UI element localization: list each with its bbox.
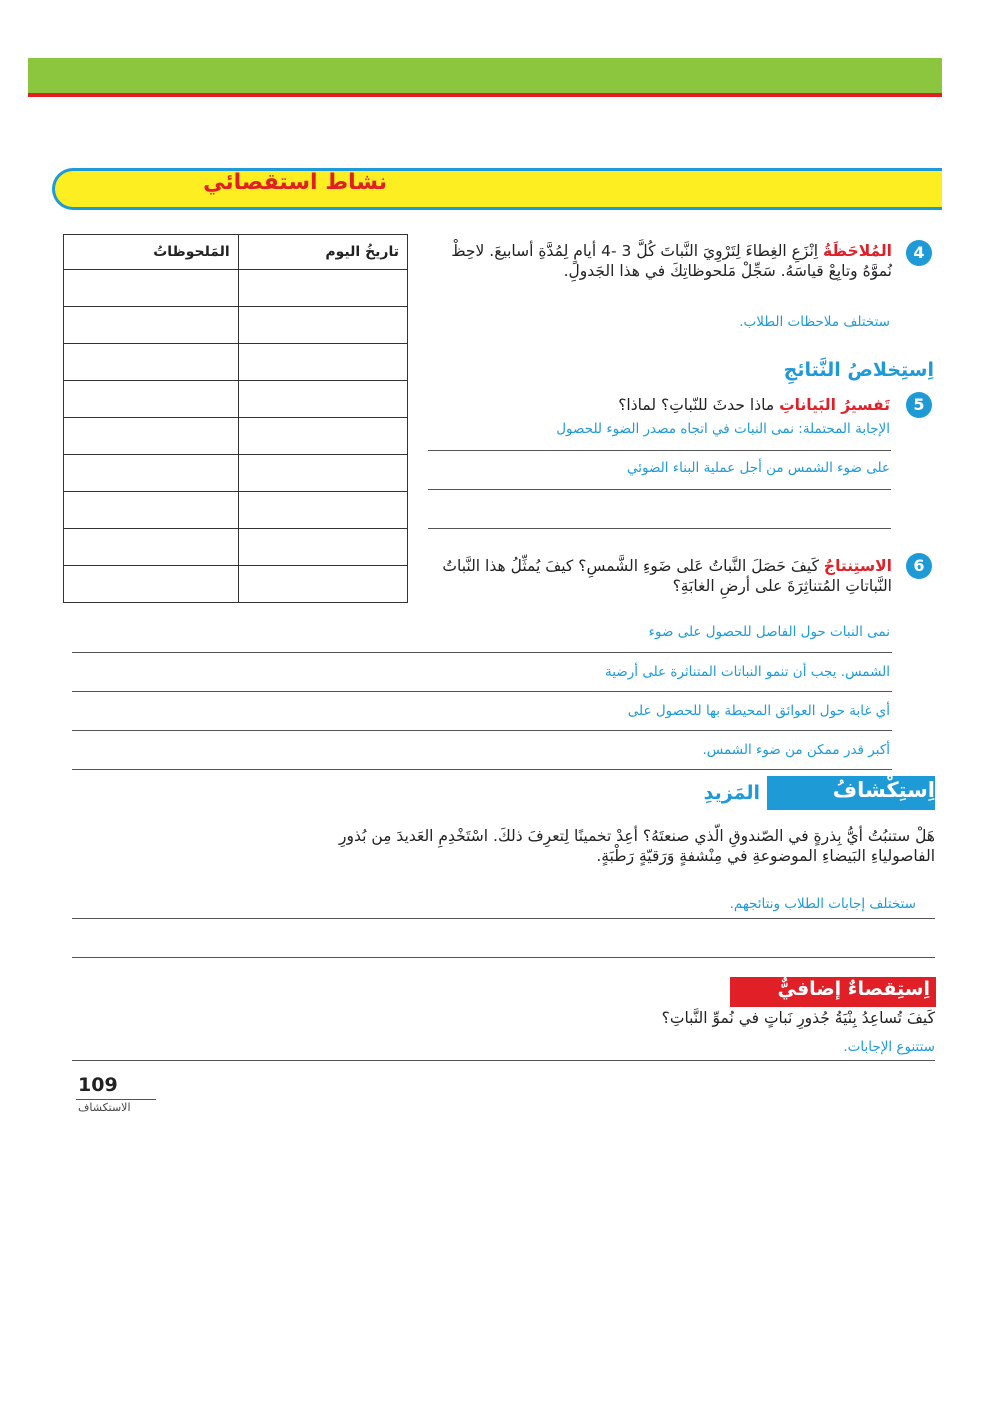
- extra-inquiry-title: اِستِقصاءٌ إضافيٌّ: [777, 978, 930, 1000]
- answer-rule: [428, 528, 891, 529]
- question-5-number: 5: [906, 392, 932, 418]
- answer-rule: [72, 769, 892, 770]
- question-4-body: اِنْزَعِ الغِطاءَ لِتَرْوِيَ النَّباتَ كُلَّ 3 -4 أيامٍ لِمُدَّةِ أسابيعَ. لاحِظْ نُموَّهُ وتابِعْ قياسَهُ. سَجِّلْ مَلحوظاتِكَ في هذا الجَدولِ.: [451, 242, 892, 280]
- observation-cell[interactable]: [64, 492, 239, 529]
- answer-rule: [72, 1060, 935, 1061]
- question-4-keyword: المُلاحَظَةُ: [823, 242, 892, 260]
- question-4-text: [430, 241, 892, 281]
- question-6-body: كَيفَ حَصَلَ النَّباتُ عَلى ضَوءِ الشَّمسِ؟ كيفَ يُمثِّلُ هذا النَّباتُ النَّباتاتِ المُتناثِرَةَ على أرضِ الغابَةِ؟: [442, 557, 892, 595]
- top-color-band: [28, 58, 942, 93]
- top-red-line: [28, 93, 942, 97]
- date-cell[interactable]: [238, 455, 407, 492]
- question-5-answer-line-2: على ضوء الشمس من أجل عملية البناء الضوئي: [626, 460, 890, 476]
- question-5-body: ماذا حدثَ للنّباتِ؟ لماذا؟: [618, 396, 775, 414]
- observation-cell[interactable]: [64, 381, 239, 418]
- table-header-observations: المَلحوظاتُ: [64, 235, 239, 270]
- date-cell[interactable]: [238, 492, 407, 529]
- answer-rule: [72, 730, 892, 731]
- extra-inquiry-text: كَيفَ تُساعِدُ بِنْيَةُ جُذورِ نَباتٍ في نُموِّ النَّباتِ؟: [661, 1009, 935, 1027]
- question-6-answer-line-3: أي غابة حول العوائق المحيطة بها للحصول على: [627, 703, 890, 719]
- date-cell[interactable]: [238, 529, 407, 566]
- table-header-date: تاريخُ اليوم: [238, 235, 407, 270]
- table-row: [64, 455, 408, 492]
- explore-more-title: اِستِكْشافُ: [832, 778, 935, 802]
- observation-cell[interactable]: [64, 455, 239, 492]
- table-row: [64, 381, 408, 418]
- date-cell[interactable]: [238, 307, 407, 344]
- answer-rule: [428, 489, 891, 490]
- page-number-rule: [76, 1099, 156, 1100]
- explore-more-text: هَلْ ستنبُتُ أيُّ بِذرةٍ في الصّندوقِ الّذي صنعتَهُ؟ أعِدْ تخمينًا لِتعرِفَ ذلكَ. اسْتَخْدِمِ العَديدَ مِن بُذورِ الفاصولياءِ البَيضاءِ الموضوعةِ في مِنْشفةٍ وَرَقيّةٍ رَطْبَةٍ.: [339, 827, 935, 865]
- question-6-answer-line-1: نمى النبات حول الفاصل للحصول على ضوء: [648, 624, 890, 640]
- question-4-number: 4: [906, 240, 932, 266]
- page-number: 109: [78, 1074, 118, 1096]
- explore-more-subtitle: المَزيدِ: [703, 782, 760, 804]
- answer-rule: [428, 450, 891, 451]
- activity-banner: [52, 168, 942, 210]
- question-4-answer: ستختلف ملاحظات الطلاب.: [739, 314, 890, 330]
- table-row: [64, 270, 408, 307]
- table-row: [64, 418, 408, 455]
- date-cell[interactable]: [238, 381, 407, 418]
- table-row: [64, 307, 408, 344]
- question-6-number: 6: [906, 553, 932, 579]
- section-heading-conclusions: اِستِخلاصُ النَّتائجِ: [783, 359, 934, 381]
- table-row: [64, 566, 408, 603]
- banner-title: نشاط استقصائي: [203, 170, 387, 195]
- observation-cell[interactable]: [64, 566, 239, 603]
- answer-rule: [72, 691, 892, 692]
- date-cell[interactable]: [238, 344, 407, 381]
- answer-rule: [72, 957, 935, 958]
- question-6-keyword: الاستِنتاجُ: [823, 557, 892, 575]
- answer-rule: [72, 918, 935, 919]
- date-cell[interactable]: [238, 566, 407, 603]
- extra-inquiry-answer: ستتنوع الإجابات.: [843, 1039, 935, 1055]
- page-section-label: الاستكشاف: [78, 1101, 131, 1114]
- observation-cell[interactable]: [64, 529, 239, 566]
- question-6-answer-line-4: أكبر قدر ممكن من ضوء الشمس.: [702, 742, 890, 758]
- date-cell[interactable]: [238, 270, 407, 307]
- date-cell[interactable]: [238, 418, 407, 455]
- table-header-row: [64, 235, 408, 270]
- observation-cell[interactable]: [64, 344, 239, 381]
- question-5-answer-line-1: الإجابة المحتملة: نمى النبات في اتجاه مصدر الضوء للحصول: [556, 421, 890, 437]
- explore-more-answer-1: ستختلف إجابات الطلاب ونتائجهم.: [729, 896, 916, 912]
- question-5-keyword: تَفسيرُ البَياناتِ: [779, 396, 890, 414]
- table-row: [64, 529, 408, 566]
- observation-cell[interactable]: [64, 307, 239, 344]
- observation-cell[interactable]: [64, 418, 239, 455]
- table-row: [64, 344, 408, 381]
- question-6-answer-line-2: الشمس. يجب أن تنمو النباتات المتناثرة على أرضية: [605, 664, 890, 680]
- table-row: [64, 492, 408, 529]
- question-6-text: [440, 556, 892, 596]
- observation-cell[interactable]: [64, 270, 239, 307]
- answer-rule: [72, 652, 892, 653]
- observation-table: [63, 234, 408, 603]
- question-5-text: [618, 395, 890, 415]
